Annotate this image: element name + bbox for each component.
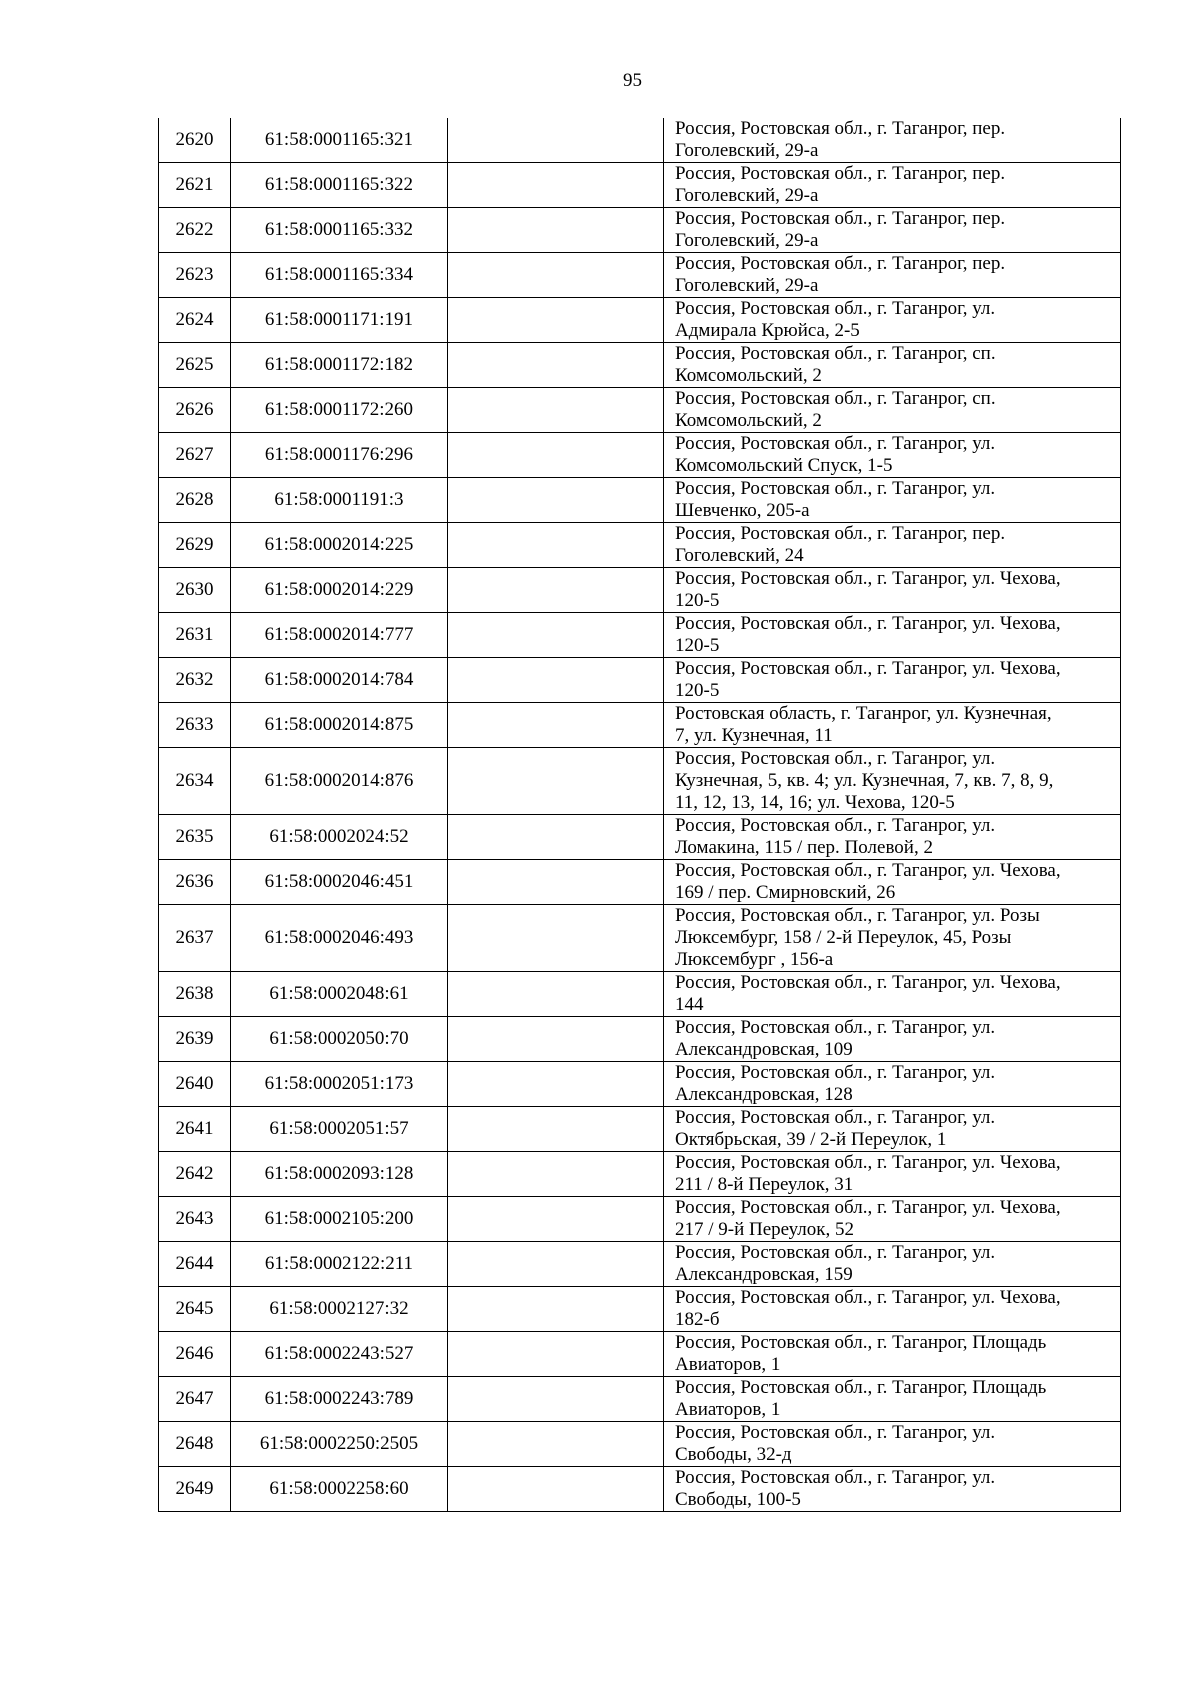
property-registry-table (158, 118, 1121, 1512)
row-number-cell: 2634 (159, 748, 231, 815)
address-line: Россия, Ростовская обл., г. Таганрог, пер. (675, 163, 1006, 184)
address-cell (664, 1242, 1121, 1287)
empty-cell (448, 1107, 664, 1152)
empty-cell (448, 815, 664, 860)
address-line: Россия, Ростовская обл., г. Таганрог, ул. (675, 815, 996, 836)
address-line: Гоголевский, 29-а (675, 230, 819, 251)
address-cell (664, 1017, 1121, 1062)
cadastral-number-cell: 61:58:0002051:57 (231, 1107, 448, 1152)
empty-cell (448, 1197, 664, 1242)
table-row (159, 253, 1121, 298)
address-line: Шевченко, 205-а (675, 500, 810, 521)
row-number-cell: 2645 (159, 1287, 231, 1332)
address-line: Александровская, 128 (675, 1084, 853, 1105)
address-line: Люксембург, 158 / 2-й Переулок, 45, Розы (675, 927, 1012, 948)
address-cell (664, 118, 1121, 163)
address-cell (664, 343, 1121, 388)
address-line: Россия, Ростовская обл., г. Таганрог, ул. Чехова, (675, 568, 1061, 589)
address-line: Гоголевский, 24 (675, 545, 804, 566)
address-line: Люксембург , 156-а (675, 949, 834, 970)
address-line: Ростовская область, г. Таганрог, ул. Кузнечная, (675, 703, 1052, 724)
address-line: Россия, Ростовская обл., г. Таганрог, сп. (675, 343, 996, 364)
row-number-cell: 2637 (159, 905, 231, 972)
cadastral-number-cell: 61:58:0002048:61 (231, 972, 448, 1017)
row-number-cell: 2628 (159, 478, 231, 523)
address-cell (664, 1467, 1121, 1512)
address-line: Комсомольский, 2 (675, 365, 822, 386)
address-cell (664, 1287, 1121, 1332)
row-number-cell: 2621 (159, 163, 231, 208)
address-line: Авиаторов, 1 (675, 1399, 781, 1420)
address-line: Россия, Ростовская обл., г. Таганрог, сп. (675, 388, 996, 409)
address-line: Александровская, 159 (675, 1264, 853, 1285)
cadastral-number-cell: 61:58:0002127:32 (231, 1287, 448, 1332)
address-cell (664, 298, 1121, 343)
address-line: Россия, Ростовская обл., г. Таганрог, ул. Чехова, (675, 613, 1061, 634)
address-line: Октябрьская, 39 / 2-й Переулок, 1 (675, 1129, 947, 1150)
table-row (159, 1422, 1121, 1467)
address-line: Россия, Ростовская обл., г. Таганрог, ул. Чехова, (675, 860, 1061, 881)
cadastral-number-cell: 61:58:0001191:3 (231, 478, 448, 523)
empty-cell (448, 1062, 664, 1107)
empty-cell (448, 163, 664, 208)
address-line: 7, ул. Кузнечная, 11 (675, 725, 833, 746)
table-row (159, 1152, 1121, 1197)
empty-cell (448, 1422, 664, 1467)
empty-cell (448, 658, 664, 703)
address-line: Россия, Ростовская обл., г. Таганрог, пер. (675, 208, 1006, 229)
address-line: Россия, Ростовская обл., г. Таганрог, ул. (675, 1107, 996, 1128)
empty-cell (448, 613, 664, 658)
empty-cell (448, 433, 664, 478)
row-number-cell: 2635 (159, 815, 231, 860)
address-line: Россия, Ростовская обл., г. Таганрог, Площадь (675, 1377, 1047, 1398)
table-row (159, 613, 1121, 658)
table-row (159, 523, 1121, 568)
address-line: Россия, Ростовская обл., г. Таганрог, ул. Чехова, (675, 972, 1061, 993)
address-line: 211 / 8-й Переулок, 31 (675, 1174, 854, 1195)
row-number-cell: 2632 (159, 658, 231, 703)
table-row (159, 1062, 1121, 1107)
row-number-cell: 2620 (159, 118, 231, 163)
address-line: Россия, Ростовская обл., г. Таганрог, ул. Розы (675, 905, 1040, 926)
cadastral-number-cell: 61:58:0002243:789 (231, 1377, 448, 1422)
empty-cell (448, 253, 664, 298)
empty-cell (448, 1287, 664, 1332)
address-line: Россия, Ростовская обл., г. Таганрог, пер. (675, 253, 1006, 274)
address-cell (664, 568, 1121, 613)
address-line: Гоголевский, 29-а (675, 185, 819, 206)
table-row (159, 1467, 1121, 1512)
empty-cell (448, 523, 664, 568)
address-line: 120-5 (675, 635, 720, 656)
address-cell (664, 1377, 1121, 1422)
table-row (159, 972, 1121, 1017)
address-cell (664, 1152, 1121, 1197)
row-number-cell: 2630 (159, 568, 231, 613)
table-row (159, 815, 1121, 860)
row-number-cell: 2623 (159, 253, 231, 298)
table-row (159, 208, 1121, 253)
address-line: Россия, Ростовская обл., г. Таганрог, ул. (675, 1017, 996, 1038)
address-cell (664, 860, 1121, 905)
cadastral-number-cell: 61:58:0001171:191 (231, 298, 448, 343)
address-line: Александровская, 109 (675, 1039, 853, 1060)
row-number-cell: 2642 (159, 1152, 231, 1197)
cadastral-number-cell: 61:58:0002050:70 (231, 1017, 448, 1062)
cadastral-number-cell: 61:58:0002250:2505 (231, 1422, 448, 1467)
address-cell (664, 1107, 1121, 1152)
empty-cell (448, 118, 664, 163)
address-line: 169 / пер. Смирновский, 26 (675, 882, 896, 903)
table-row (159, 703, 1121, 748)
table-row (159, 1197, 1121, 1242)
empty-cell (448, 478, 664, 523)
cadastral-number-cell: 61:58:0002014:875 (231, 703, 448, 748)
address-line: Россия, Ростовская обл., г. Таганрог, ул. (675, 1467, 996, 1488)
address-line: 11, 12, 13, 14, 16; ул. Чехова, 120-5 (675, 792, 955, 813)
row-number-cell: 2636 (159, 860, 231, 905)
row-number-cell: 2624 (159, 298, 231, 343)
table-row (159, 658, 1121, 703)
address-line: Россия, Ростовская обл., г. Таганрог, ул. (675, 298, 996, 319)
address-line: Россия, Ростовская обл., г. Таганрог, пер. (675, 118, 1006, 139)
row-number-cell: 2625 (159, 343, 231, 388)
table-row (159, 568, 1121, 613)
cadastral-number-cell: 61:58:0001172:260 (231, 388, 448, 433)
address-cell (664, 613, 1121, 658)
cadastral-number-cell: 61:58:0002014:876 (231, 748, 448, 815)
row-number-cell: 2647 (159, 1377, 231, 1422)
table-row (159, 343, 1121, 388)
address-line: Свободы, 32-д (675, 1444, 792, 1465)
cadastral-number-cell: 61:58:0002243:527 (231, 1332, 448, 1377)
row-number-cell: 2639 (159, 1017, 231, 1062)
table-row (159, 905, 1121, 972)
cadastral-number-cell: 61:58:0002024:52 (231, 815, 448, 860)
cadastral-number-cell: 61:58:0001176:296 (231, 433, 448, 478)
address-cell (664, 815, 1121, 860)
empty-cell (448, 343, 664, 388)
address-line: Россия, Ростовская обл., г. Таганрог, ул. Чехова, (675, 1152, 1061, 1173)
table-row (159, 748, 1121, 815)
row-number-cell: 2643 (159, 1197, 231, 1242)
table-body (159, 118, 1121, 1512)
empty-cell (448, 1152, 664, 1197)
cadastral-number-cell: 61:58:0002105:200 (231, 1197, 448, 1242)
empty-cell (448, 298, 664, 343)
address-cell (664, 1332, 1121, 1377)
address-line: 217 / 9-й Переулок, 52 (675, 1219, 855, 1240)
empty-cell (448, 748, 664, 815)
address-line: Адмирала Крюйса, 2-5 (675, 320, 860, 341)
cadastral-number-cell: 61:58:0001165:334 (231, 253, 448, 298)
address-cell (664, 433, 1121, 478)
page-number: 95 (623, 70, 642, 91)
cadastral-number-cell: 61:58:0002046:493 (231, 905, 448, 972)
empty-cell (448, 1377, 664, 1422)
row-number-cell: 2638 (159, 972, 231, 1017)
empty-cell (448, 703, 664, 748)
address-cell (664, 523, 1121, 568)
address-cell (664, 253, 1121, 298)
address-line: 120-5 (675, 680, 720, 701)
empty-cell (448, 860, 664, 905)
address-line: Россия, Ростовская обл., г. Таганрог, пер. (675, 523, 1006, 544)
row-number-cell: 2626 (159, 388, 231, 433)
address-line: Гоголевский, 29-а (675, 275, 819, 296)
cadastral-number-cell: 61:58:0002122:211 (231, 1242, 448, 1287)
address-cell (664, 905, 1121, 972)
address-line: Кузнечная, 5, кв. 4; ул. Кузнечная, 7, кв. 7, 8, 9, (675, 770, 1054, 791)
cadastral-number-cell: 61:58:0002014:225 (231, 523, 448, 568)
table-row (159, 1017, 1121, 1062)
address-line: Россия, Ростовская обл., г. Таганрог, ул. (675, 478, 996, 499)
cadastral-number-cell: 61:58:0002046:451 (231, 860, 448, 905)
address-cell (664, 478, 1121, 523)
table-row (159, 1287, 1121, 1332)
empty-cell (448, 568, 664, 613)
row-number-cell: 2627 (159, 433, 231, 478)
empty-cell (448, 1467, 664, 1512)
address-line: Россия, Ростовская обл., г. Таганрог, ул. (675, 1242, 996, 1263)
table-row (159, 1242, 1121, 1287)
row-number-cell: 2631 (159, 613, 231, 658)
address-line: Комсомольский, 2 (675, 410, 822, 431)
table-row (159, 298, 1121, 343)
row-number-cell: 2622 (159, 208, 231, 253)
address-cell (664, 1422, 1121, 1467)
row-number-cell: 2641 (159, 1107, 231, 1152)
row-number-cell: 2648 (159, 1422, 231, 1467)
address-line: Комсомольский Спуск, 1-5 (675, 455, 893, 476)
address-line: Россия, Ростовская обл., г. Таганрог, ул. (675, 748, 996, 769)
row-number-cell: 2640 (159, 1062, 231, 1107)
table-row (159, 1332, 1121, 1377)
cadastral-number-cell: 61:58:0002051:173 (231, 1062, 448, 1107)
address-line: 120-5 (675, 590, 720, 611)
empty-cell (448, 1242, 664, 1287)
empty-cell (448, 388, 664, 433)
cadastral-number-cell: 61:58:0001165:321 (231, 118, 448, 163)
cadastral-number-cell: 61:58:0002093:128 (231, 1152, 448, 1197)
address-cell (664, 208, 1121, 253)
table-row (159, 478, 1121, 523)
address-line: Россия, Ростовская обл., г. Таганрог, ул. (675, 1062, 996, 1083)
cadastral-number-cell: 61:58:0001172:182 (231, 343, 448, 388)
empty-cell (448, 208, 664, 253)
address-line: 182-б (675, 1309, 720, 1330)
cadastral-number-cell: 61:58:0001165:322 (231, 163, 448, 208)
address-cell (664, 1197, 1121, 1242)
row-number-cell: 2633 (159, 703, 231, 748)
address-line: Авиаторов, 1 (675, 1354, 781, 1375)
table-row (159, 433, 1121, 478)
cadastral-number-cell: 61:58:0002014:229 (231, 568, 448, 613)
address-cell (664, 1062, 1121, 1107)
empty-cell (448, 1017, 664, 1062)
address-line: Россия, Ростовская обл., г. Таганрог, ул. (675, 1422, 996, 1443)
empty-cell (448, 1332, 664, 1377)
address-cell (664, 388, 1121, 433)
table-row (159, 388, 1121, 433)
cadastral-number-cell: 61:58:0002014:777 (231, 613, 448, 658)
address-cell (664, 163, 1121, 208)
cadastral-number-cell: 61:58:0002014:784 (231, 658, 448, 703)
address-line: Россия, Ростовская обл., г. Таганрог, ул. (675, 433, 996, 454)
address-line: Россия, Ростовская обл., г. Таганрог, Площадь (675, 1332, 1047, 1353)
address-line: Россия, Ростовская обл., г. Таганрог, ул. Чехова, (675, 1287, 1061, 1308)
cadastral-number-cell: 61:58:0002258:60 (231, 1467, 448, 1512)
cadastral-number-cell: 61:58:0001165:332 (231, 208, 448, 253)
address-cell (664, 658, 1121, 703)
empty-cell (448, 972, 664, 1017)
row-number-cell: 2644 (159, 1242, 231, 1287)
table-row (159, 1377, 1121, 1422)
row-number-cell: 2646 (159, 1332, 231, 1377)
table-row (159, 163, 1121, 208)
address-line: Ломакина, 115 / пер. Полевой, 2 (675, 837, 933, 858)
address-line: Гоголевский, 29-а (675, 140, 819, 161)
empty-cell (448, 905, 664, 972)
address-line: 144 (675, 994, 704, 1015)
address-line: Россия, Ростовская обл., г. Таганрог, ул. Чехова, (675, 1197, 1061, 1218)
table-row (159, 118, 1121, 163)
address-cell (664, 703, 1121, 748)
address-line: Свободы, 100-5 (675, 1489, 801, 1510)
row-number-cell: 2629 (159, 523, 231, 568)
table-row (159, 1107, 1121, 1152)
table-row (159, 860, 1121, 905)
address-cell (664, 972, 1121, 1017)
address-line: Россия, Ростовская обл., г. Таганрог, ул. Чехова, (675, 658, 1061, 679)
address-cell (664, 748, 1121, 815)
row-number-cell: 2649 (159, 1467, 231, 1512)
